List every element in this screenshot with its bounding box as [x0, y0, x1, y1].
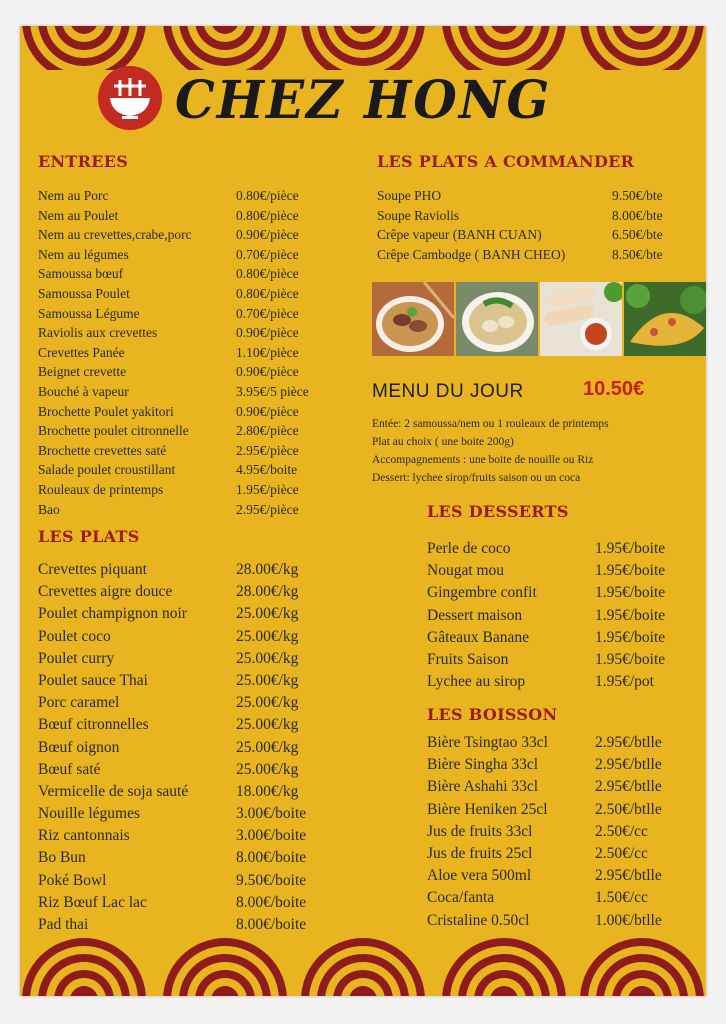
- menu-item-name: Bière Singha 33cl: [427, 756, 539, 774]
- menu-item-price: 8.00€/boite: [236, 893, 307, 911]
- menu-item-price: 25.00€/kg: [236, 605, 299, 623]
- menu-item-name: Dessert maison: [427, 606, 523, 624]
- plats-commander-title: LES PLATS A COMMANDER: [377, 152, 635, 171]
- brand-title: CHEZ HONG: [175, 68, 552, 131]
- menu-item: [38, 781, 306, 803]
- menu-item: [38, 870, 306, 892]
- menu-item-name: Poké Bowl: [38, 871, 107, 889]
- menu-item-name: Soupe Raviolis: [377, 207, 460, 223]
- menu-item-price: 25.00€/kg: [236, 649, 299, 667]
- menu-item-name: Cristaline 0.50cl: [427, 911, 530, 929]
- menu-item: [38, 186, 309, 206]
- menu-item-name: Lychee au sirop: [427, 673, 526, 691]
- menu-item-name: Pad thai: [38, 916, 89, 933]
- entrees-list: [38, 186, 309, 519]
- menu-item-name: Bœuf saté: [38, 760, 101, 778]
- spring-rolls-icon: [540, 282, 622, 356]
- menu-item: [38, 847, 306, 869]
- menu-item: [38, 460, 309, 480]
- photo-strip: [372, 282, 706, 356]
- menu-item-price: 0.90€/pièce: [236, 403, 299, 419]
- menu-item-name: Vermicelle de soja sauté: [38, 782, 189, 800]
- menu-du-jour-title: MENU DU JOUR: [372, 381, 524, 402]
- menu-item: [38, 264, 309, 284]
- menu-du-jour-details: [372, 415, 609, 487]
- menu-item-name: Bœuf citronnelles: [38, 716, 149, 734]
- menu-item-price: 2.95€/btlle: [595, 867, 662, 885]
- menu-item: [38, 803, 306, 825]
- menu-item-price: 1.95€/boite: [595, 606, 666, 624]
- menu-item-name: Jus de fruits 25cl: [427, 844, 533, 862]
- menu-item: [427, 843, 662, 865]
- menu-item: [38, 421, 309, 441]
- menu-item-name: Bouché à vapeur: [38, 383, 129, 399]
- menu-item-name: Crevettes Panée: [38, 344, 125, 360]
- boissons-title: LES BOISSON: [427, 705, 558, 724]
- menu-item: [38, 759, 306, 781]
- menu-item-name: Brochette crevettes saté: [38, 442, 167, 458]
- menu-item-price: 0.90€/pièce: [236, 227, 299, 243]
- menu-item: [38, 559, 306, 581]
- menu-item-name: Nouille légumes: [38, 805, 141, 823]
- menu-item-price: 4.95€/boite: [236, 462, 298, 478]
- menu-item-price: 2.50€/cc: [595, 822, 648, 840]
- menu-item: [427, 649, 665, 671]
- menu-item: [427, 799, 662, 821]
- menu-item-name: Crevettes piquant: [38, 561, 147, 578]
- entrees-title: ENTREES: [38, 152, 129, 171]
- menu-item-name: Bière Heniken 25cl: [427, 800, 548, 818]
- menu-item: [427, 732, 662, 754]
- pho-bowl-icon: [372, 282, 454, 356]
- menu-item-price: 2.50€/cc: [595, 844, 648, 862]
- menu-item-price: 0.80€/pièce: [236, 266, 299, 282]
- menu-item: [427, 671, 665, 693]
- menu-du-jour-price: 10.50€: [583, 378, 645, 400]
- menu-item-name: Nem au légumes: [38, 246, 129, 262]
- menu-item-name: Bœuf oignon: [38, 738, 120, 756]
- menu-item-price: 1.10€/pièce: [236, 344, 299, 360]
- menu-item-name: Porc caramel: [38, 694, 120, 712]
- arch-border-bottom: [20, 936, 706, 996]
- menu-item: [377, 225, 663, 245]
- menu-item: [427, 754, 662, 776]
- menu-item: [38, 603, 306, 625]
- menu-item-price: 0.90€/pièce: [236, 325, 299, 341]
- menu-item: [427, 538, 665, 560]
- menu-item: [38, 714, 306, 736]
- menu-item: [38, 284, 309, 304]
- menu-item: [427, 627, 665, 649]
- plats-list: [38, 559, 306, 936]
- plats-commander-list: [377, 186, 663, 264]
- menu-du-jour-plat: Plat au choix ( une boite 200g): [372, 436, 514, 448]
- menu-item: [38, 648, 306, 670]
- menu-item: [38, 480, 309, 500]
- menu-item-name: Poulet curry: [38, 649, 115, 667]
- menu-item-name: Aloe vera 500ml: [427, 867, 532, 885]
- menu-item-name: Raviolis aux crevettes: [38, 325, 158, 341]
- menu-item-name: Soupe PHO: [377, 188, 442, 203]
- desserts-title: LES DESSERTS: [427, 502, 569, 521]
- menu-item: [38, 581, 306, 603]
- menu-item: [38, 914, 306, 936]
- menu-item-price: 1.95€/boite: [595, 650, 666, 668]
- menu-item: [38, 225, 309, 245]
- plats-title: LES PLATS: [38, 527, 140, 546]
- banh-xeo-crepe-icon: [624, 282, 706, 356]
- menu-item: [38, 245, 309, 265]
- menu-item-price: 1.95€/boite: [595, 584, 666, 602]
- menu-item-price: 2.80€/pièce: [236, 423, 299, 439]
- menu-item: [38, 304, 309, 324]
- menu-item: [38, 343, 309, 363]
- menu-item-price: 1.95€/pot: [595, 673, 654, 691]
- menu-item-price: 2.50€/btlle: [595, 800, 662, 818]
- menu-item-name: Gingembre confit: [427, 584, 537, 602]
- bowl-chopsticks-icon: [98, 66, 162, 130]
- menu-item-price: 25.00€/kg: [236, 760, 299, 778]
- menu-item-name: Coca/fanta: [427, 889, 495, 907]
- menu-item-price: 0.80€/pièce: [236, 188, 299, 203]
- menu-item-price: 0.80€/pièce: [236, 285, 299, 301]
- menu-item: [377, 206, 663, 226]
- menu-item-price: 3.00€/boite: [236, 827, 307, 845]
- menu-item: [38, 402, 309, 422]
- menu-item: [38, 626, 306, 648]
- menu-item: [377, 245, 663, 265]
- menu-item-name: Fruits Saison: [427, 650, 509, 668]
- wonton-soup-icon: [456, 282, 538, 356]
- menu-item-name: Samoussa Légume: [38, 305, 140, 321]
- menu-item: [427, 560, 665, 582]
- menu-item-name: Nem au crevettes,crabe,porc: [38, 227, 192, 243]
- menu-item-price: 25.00€/kg: [236, 716, 299, 734]
- menu-item-name: Salade poulet croustillant: [38, 462, 176, 478]
- menu-item: [38, 362, 309, 382]
- menu-item-name: Perle de coco: [427, 540, 511, 557]
- menu-item-price: 6.50€/bte: [612, 227, 663, 242]
- menu-item-name: Nem au Poulet: [38, 207, 119, 223]
- menu-item-name: Crevettes aigre douce: [38, 583, 173, 601]
- menu-item-name: Poulet coco: [38, 627, 111, 645]
- menu-item-price: 8.00€/boite: [236, 849, 307, 867]
- menu-item-name: Nem au Porc: [38, 188, 109, 203]
- menu-item-name: Bière Tsingtao 33cl: [427, 734, 548, 751]
- menu-item-name: Poulet champignon noir: [38, 605, 187, 623]
- logo-badge: [98, 66, 162, 130]
- menu-item-name: Beignet crevette: [38, 364, 127, 380]
- menu-item-name: Crêpe Cambodge ( BANH CHEO): [377, 246, 566, 262]
- menu-item-price: 0.70€/pièce: [236, 246, 299, 262]
- menu-item-name: Riz cantonnais: [38, 827, 130, 845]
- menu-item-price: 0.70€/pièce: [236, 305, 299, 321]
- menu-item-name: Samoussa Poulet: [38, 285, 130, 301]
- menu-item: [427, 910, 662, 932]
- menu-item-price: 0.90€/pièce: [236, 364, 299, 380]
- menu-item-price: 9.50€/boite: [236, 871, 307, 889]
- menu-item-price: 2.95€/pièce: [236, 442, 299, 458]
- menu-item-price: 2.95€/pièce: [236, 501, 299, 517]
- menu-item-name: Jus de fruits 33cl: [427, 822, 533, 840]
- menu-item-price: 2.95€/btlle: [595, 734, 662, 751]
- menu-item-price: 28.00€/kg: [236, 583, 299, 601]
- menu-item-price: 25.00€/kg: [236, 671, 299, 689]
- menu-item-name: Gâteaux Banane: [427, 628, 529, 646]
- menu-item-price: 0.80€/pièce: [236, 207, 299, 223]
- menu-item-price: 9.50€/bte: [612, 188, 663, 203]
- menu-item-price: 28.00€/kg: [236, 561, 299, 578]
- menu-item-price: 1.95€/boite: [595, 562, 666, 580]
- menu-item-name: Bo Bun: [38, 849, 86, 867]
- menu-item: [38, 323, 309, 343]
- menu-item-name: Rouleaux de printemps: [38, 481, 164, 497]
- menu-item-price: 8.50€/bte: [612, 246, 663, 262]
- menu-item-name: Crêpe vapeur (BANH CUAN): [377, 227, 542, 242]
- menu-item: [427, 582, 665, 604]
- menu-item: [38, 692, 306, 714]
- menu-item: [427, 776, 662, 798]
- menu-page: [20, 26, 706, 996]
- menu-item-name: Bao: [38, 501, 60, 517]
- menu-item-name: Nougat mou: [427, 562, 505, 580]
- menu-item-price: 25.00€/kg: [236, 738, 299, 756]
- menu-item: [427, 865, 662, 887]
- menu-item-name: Brochette Poulet yakitori: [38, 403, 174, 419]
- menu-item-price: 1.50€/cc: [595, 889, 648, 907]
- menu-item: [38, 382, 309, 402]
- menu-item: [38, 825, 306, 847]
- menu-item-price: 25.00€/kg: [236, 627, 299, 645]
- menu-item-price: 1.95€/boite: [595, 540, 666, 557]
- menu-item-name: Brochette poulet citronnelle: [38, 423, 189, 439]
- menu-item-name: Poulet sauce Thai: [38, 671, 148, 689]
- desserts-list: [427, 538, 665, 693]
- menu-item: [38, 670, 306, 692]
- menu-item-price: 8.00€/bte: [612, 207, 663, 223]
- menu-item-price: 8.00€/boite: [236, 916, 307, 933]
- menu-item-price: 18.00€/kg: [236, 782, 299, 800]
- menu-item-price: 1.00€/btlle: [595, 911, 662, 929]
- menu-item-price: 3.95€/5 pièce: [236, 383, 309, 399]
- menu-item-name: Riz Bœuf Lac lac: [38, 893, 147, 911]
- menu-item-price: 2.95€/btlle: [595, 778, 662, 796]
- menu-item: [427, 887, 662, 909]
- menu-du-jour-accompagnements: Accompagnements : une boite de nouille ou Riz: [372, 454, 594, 466]
- menu-item-price: 25.00€/kg: [236, 694, 299, 712]
- menu-item: [427, 605, 665, 627]
- menu-item-price: 1.95€/pièce: [236, 481, 299, 497]
- menu-item: [38, 206, 309, 226]
- menu-item-price: 3.00€/boite: [236, 805, 307, 823]
- menu-item: [377, 186, 663, 206]
- menu-item-name: Bière Ashahi 33cl: [427, 778, 539, 796]
- menu-du-jour-entree: Entée: 2 samoussa/nem ou 1 rouleaux de printemps: [372, 418, 609, 430]
- menu-item-name: Samoussa bœuf: [38, 266, 124, 282]
- menu-item-price: 1.95€/boite: [595, 628, 666, 646]
- menu-item: [427, 821, 662, 843]
- menu-item: [38, 500, 309, 520]
- menu-item: [38, 892, 306, 914]
- boissons-list: [427, 732, 662, 932]
- arch-border-top: [20, 26, 706, 70]
- menu-du-jour-dessert: Dessert: lychee sirop/fruits saison ou un coca: [372, 472, 581, 484]
- menu-item-price: 2.95€/btlle: [595, 756, 662, 774]
- menu-item: [38, 441, 309, 461]
- menu-item: [38, 737, 306, 759]
